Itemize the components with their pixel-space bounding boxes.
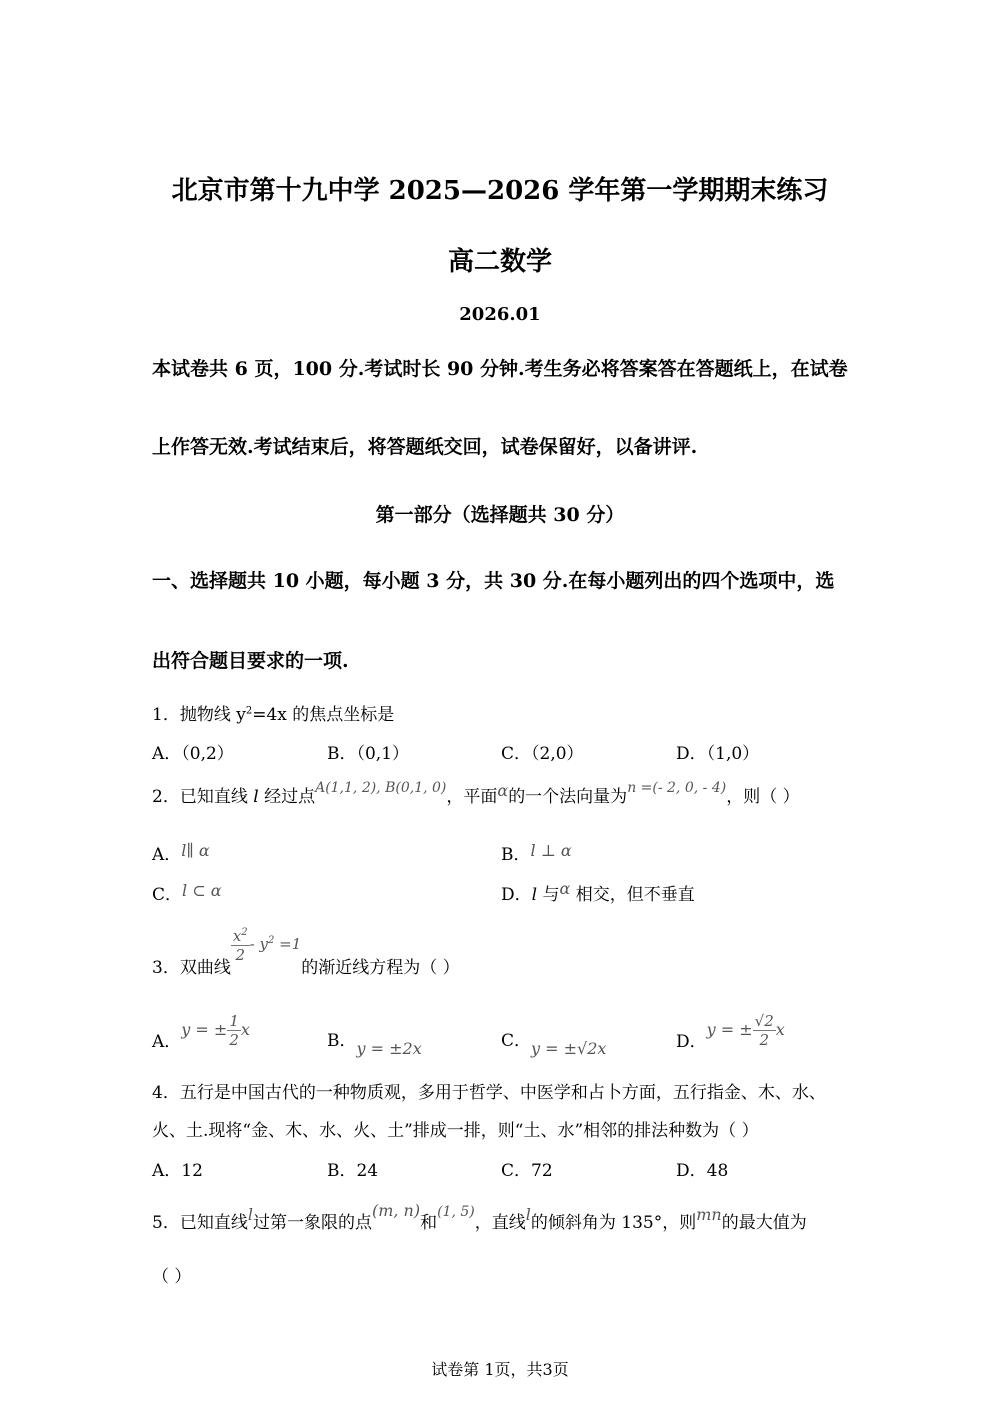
q3-option-b: B．y = ±2x: [327, 1031, 422, 1058]
section-line1: 一、选择题共 10 小题，每小题 3 分，共 30 分.在每小题列出的四个选项中，选: [152, 570, 835, 592]
part1-heading: 第一部分（选择题共 30 分）: [375, 504, 625, 526]
q4-option-a: A．12: [152, 1161, 203, 1181]
q3-option-a: A．y = ± $\frac{1}{2}$ x: [152, 1012, 250, 1052]
question-4-line2: 火、土.现将“金、木、水、火、土”排成一排，则“土、水”相邻的排法种数为（ ）: [152, 1121, 759, 1141]
instructions-line2: 上作答无效.考试结束后，将答题纸交回，试卷保留好，以备讲评.: [152, 436, 698, 458]
exam-date: 2026.01: [459, 304, 541, 325]
q1-option-d: D．（1,0）: [676, 744, 760, 764]
q1-option-c: C．（2,0）: [501, 744, 584, 764]
question-2-stem: 2．已知直线 l 经过点$^{A(1,1, 2), B(0,1, 0)}$，平面α的一个法向量为$^{n =(- 2, 0, - 4)}$，则（ ）: [152, 780, 800, 807]
question-1-stem: 1．抛物线 $y^2=4x$ 的焦点坐标是: [152, 705, 395, 725]
q2-option-d: D．l 与α 相交，但不垂直: [501, 879, 695, 905]
q4-option-c: C．72: [501, 1161, 553, 1181]
q2-points-math: A(1,1, 2), B(0,1, 0): [315, 780, 447, 796]
section-line2: 出符合题目要求的一项.: [152, 650, 349, 672]
q4-option-b: B．24: [327, 1161, 379, 1181]
q3-option-c: C．y = ±√2x: [501, 1031, 607, 1058]
q4-option-d: D．48: [676, 1161, 729, 1181]
question-4-line1: 4．五行是中国古代的一种物质观，多用于哲学、中医学和占卜方面，五行指金、木、水、: [152, 1083, 826, 1103]
q2-option-b: B．l ⊥ α: [501, 841, 572, 865]
q1-option-b: B．（0,1）: [327, 744, 410, 764]
exam-title: 北京市第十九中学 2025—2026 学年第一学期期末练习: [171, 176, 829, 206]
instructions-line1: 本试卷共 6 页，100 分.考试时长 90 分钟.考生务必将答案答在答题纸上，在试卷: [152, 358, 848, 380]
question-5-stem: 5．已知直线l过第一象限的点(m, n)和$^{(1, 5)}$，直线l的倾斜角为 135°，则mn的最大值为: [152, 1201, 807, 1233]
q2-normal-vector-math: n =(- 2, 0, - 4): [627, 780, 727, 796]
q2-option-a: A．l∥ α: [152, 841, 210, 865]
q3-option-d: D．y = ± $\frac{√2}{2}$ x: [676, 1012, 785, 1052]
q3-hyperbola-fraction: $\frac{x^2}{2}$: [231, 924, 250, 964]
question-5-answer-bracket: （ ）: [152, 1267, 192, 1287]
subject-title: 高二数学: [447, 247, 552, 277]
question-3-stem: 3．双曲线 $\frac{x^2}{2}$ - $y^2 =1$的渐近线方程为（ ）: [152, 924, 460, 964]
q2-option-c: C．l ⊂ α: [152, 881, 222, 905]
q1-option-a: A．（0,2）: [152, 744, 234, 764]
page-footer: 试卷第 1页，共3页: [431, 1360, 569, 1379]
